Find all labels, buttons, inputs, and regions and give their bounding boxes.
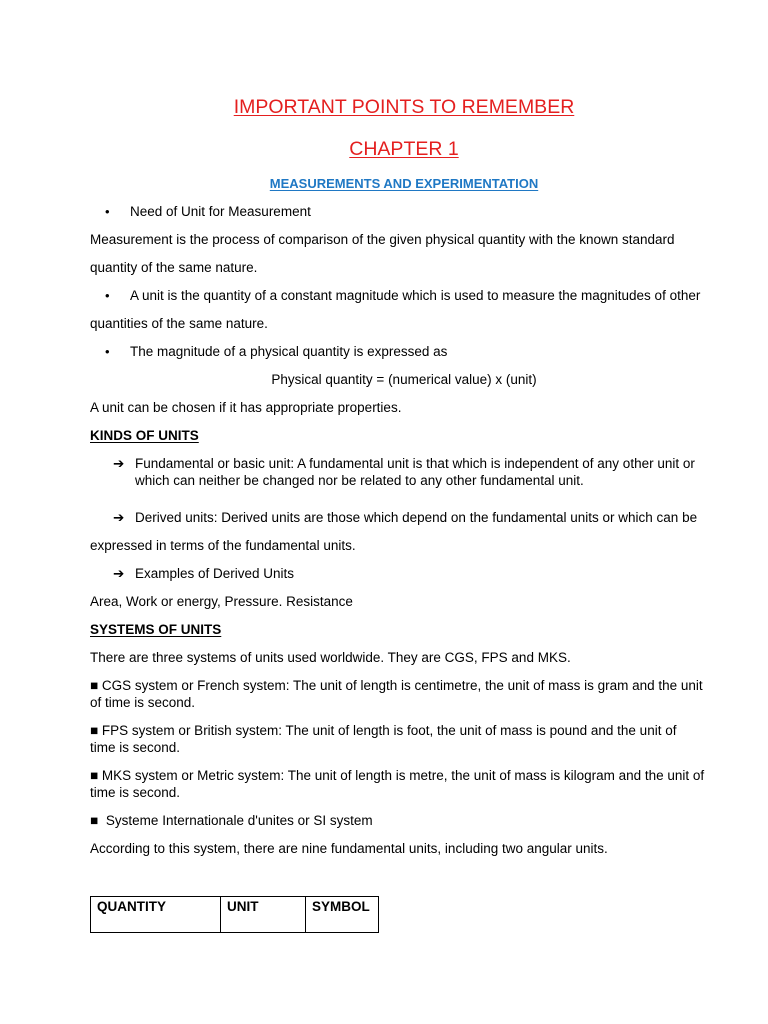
- square-bullet-icon: ■: [90, 768, 99, 783]
- fps-system-line1: [90, 723, 676, 738]
- si-system-description: According to this system, there are nine fundamental units, including two angular units.: [90, 841, 608, 856]
- examples-label: Examples of Derived Units: [135, 566, 295, 581]
- bullet-need-of-unit: Need of Unit for Measurement: [130, 204, 311, 219]
- square-bullet-icon: ■: [90, 678, 99, 693]
- square-bullet-icon: ■: [90, 723, 99, 738]
- systems-of-units-heading: SYSTEMS OF UNITS: [90, 622, 222, 637]
- fps-system-line2: time is second.: [90, 740, 181, 755]
- cgs-system-line1: [90, 678, 703, 693]
- section-subtitle: MEASUREMENTS AND EXPERIMENTATION: [269, 176, 539, 191]
- si-system-line: [90, 813, 373, 828]
- bullet-icon: •: [105, 288, 110, 303]
- arrow-icon: ➔: [113, 566, 125, 581]
- table-header-row: [91, 897, 379, 933]
- derived-units-line2: expressed in terms of the fundamental units.: [90, 538, 356, 553]
- bullet-magnitude: The magnitude of a physical quantity is expressed as: [130, 344, 448, 359]
- fundamental-unit-line2: which can neither be changed nor be related to any other fundamental unit.: [135, 473, 584, 488]
- page-title: IMPORTANT POINTS TO REMEMBER: [233, 96, 575, 118]
- formula: Physical quantity = (numerical value) x (unit): [271, 372, 537, 387]
- cgs-system-line2: of time is second.: [90, 695, 196, 710]
- square-bullet-icon: ■: [90, 813, 99, 828]
- table-header-symbol: SYMBOL: [306, 897, 379, 933]
- bullet-unit-definition-cont: quantities of the same nature.: [90, 316, 268, 331]
- fps-system-text: FPS system or British system: The unit of length is foot, the unit of mass is pound and the unit of: [101, 723, 677, 738]
- table-header-quantity: QUANTITY: [91, 897, 221, 933]
- arrow-icon: ➔: [113, 456, 125, 471]
- cgs-system-text: CGS system or French system: The unit of length is centimetre, the unit of mass is gram and the unit: [101, 678, 703, 693]
- arrow-icon: ➔: [113, 510, 125, 525]
- systems-intro: There are three systems of units used worldwide. They are CGS, FPS and MKS.: [90, 650, 571, 665]
- mks-system-line1: [90, 768, 704, 783]
- bullet-icon: •: [105, 204, 110, 219]
- derived-units-line1: Derived units: Derived units are those which depend on the fundamental units or which can be: [135, 510, 698, 525]
- measurement-definition-line2: quantity of the same nature.: [90, 260, 258, 275]
- si-system-text: Systeme Internationale d'unites or SI system: [105, 813, 373, 828]
- mks-system-text: MKS system or Metric system: The unit of length is metre, the unit of mass is kilogram and the unit of: [101, 768, 705, 783]
- unit-properties-text: A unit can be chosen if it has appropriate properties.: [90, 400, 402, 415]
- bullet-unit-definition: A unit is the quantity of a constant magnitude which is used to measure the magnitudes of other: [130, 288, 701, 303]
- derived-examples: Area, Work or energy, Pressure. Resistance: [90, 594, 353, 609]
- table-header-unit: UNIT: [221, 897, 306, 933]
- kinds-of-units-heading: KINDS OF UNITS: [90, 428, 199, 443]
- mks-system-line2: time is second.: [90, 785, 181, 800]
- measurement-definition-line1: Measurement is the process of comparison of the given physical quantity with the known standard: [90, 232, 675, 247]
- fundamental-unit-line1: Fundamental or basic unit: A fundamental unit is that which is independent of any other unit or: [135, 456, 695, 471]
- units-table: [90, 896, 379, 933]
- chapter-title: CHAPTER 1: [349, 138, 459, 160]
- bullet-icon: •: [105, 344, 110, 359]
